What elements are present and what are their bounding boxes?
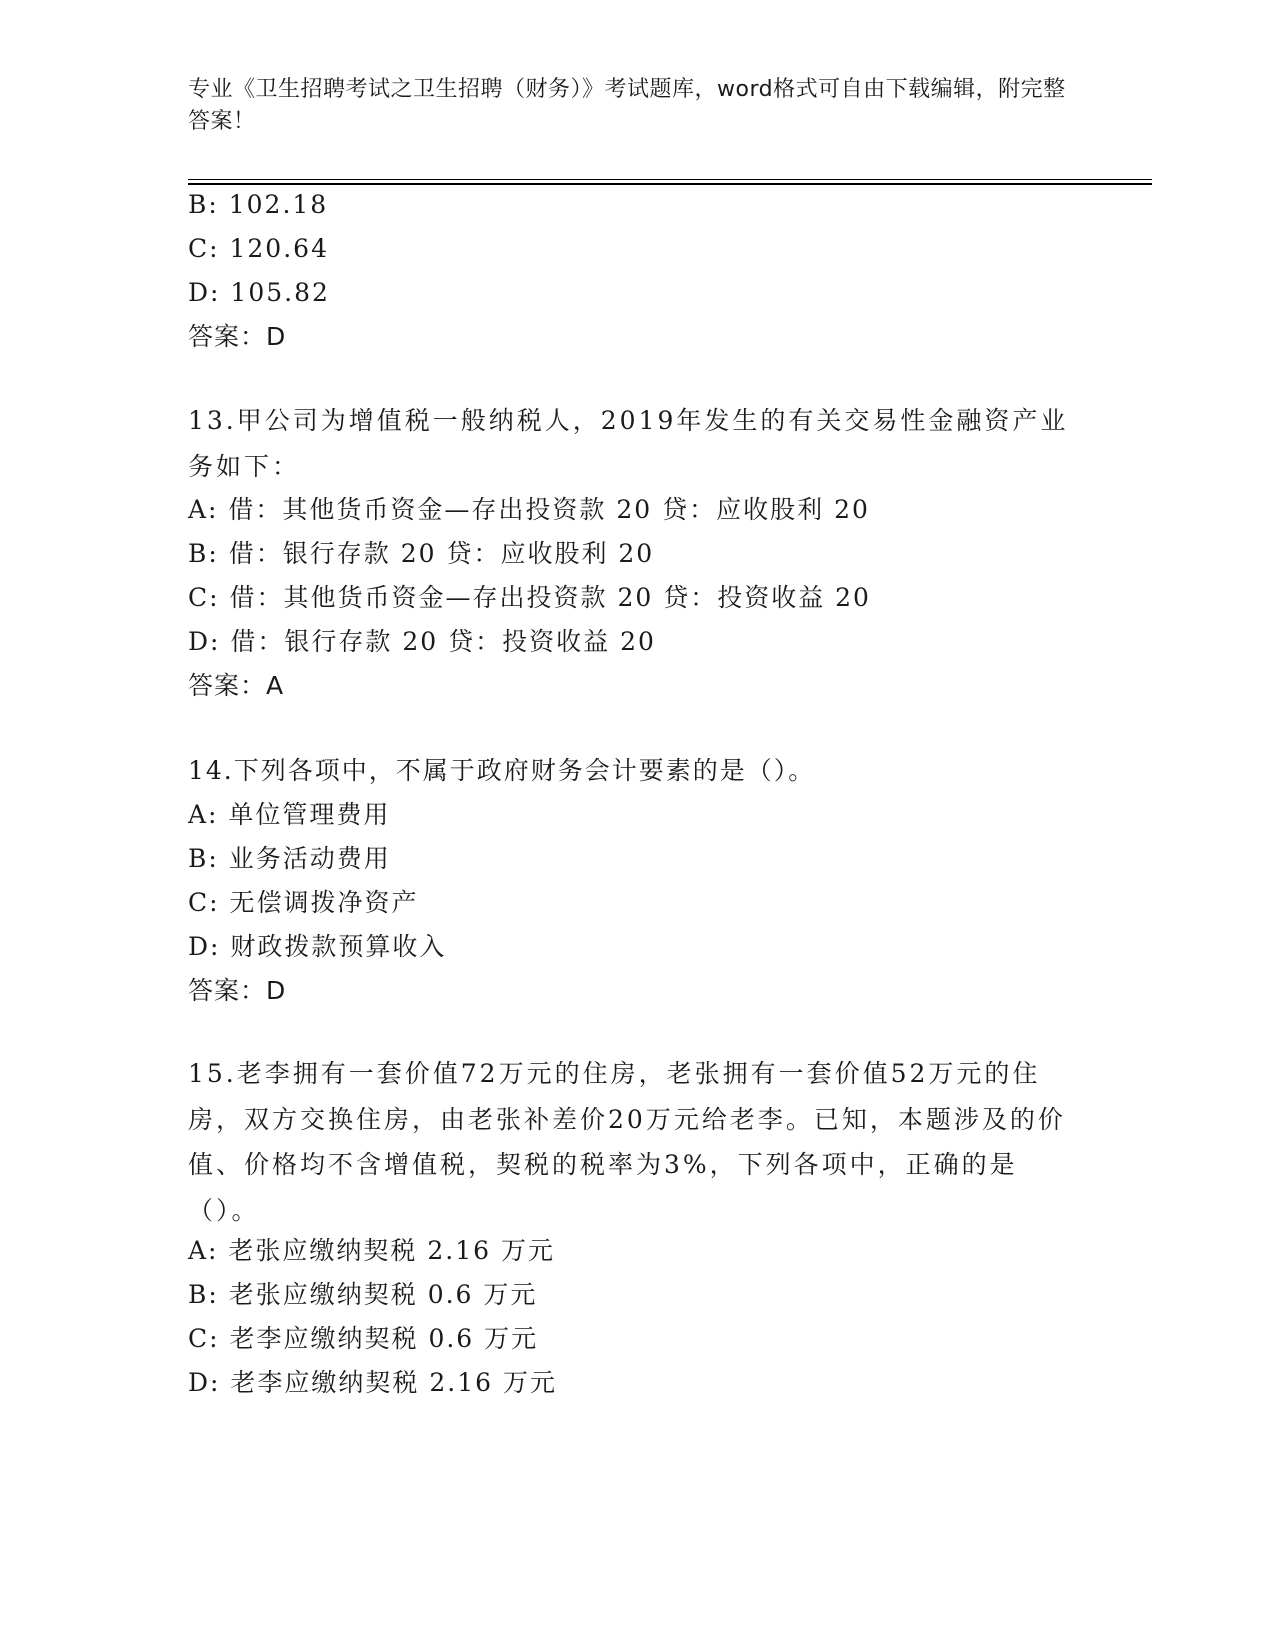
- question-14-text: 14.下列各项中，不属于政府财务会计要素的是（）。: [188, 756, 816, 785]
- answer-line: 答案：D: [188, 322, 287, 351]
- option-c: C: 借：其他货币资金—存出投资款 20 贷：投资收益 20: [188, 583, 871, 612]
- option-a: A: 单位管理费用: [188, 800, 391, 829]
- page-header: 专业《卫生招聘考试之卫生招聘（财务）》考试题库，word格式可自由下载编辑，附完整答案！: [188, 77, 1066, 134]
- option-b: B: 老张应缴纳契税 0.6 万元: [188, 1280, 538, 1309]
- option-d: D: 财政拨款预算收入: [188, 932, 447, 961]
- option-c: C: 老李应缴纳契税 0.6 万元: [188, 1324, 539, 1353]
- option-a: A: 借：其他货币资金—存出投资款 20 贷：应收股利 20: [188, 495, 870, 524]
- header-divider-thick: [188, 183, 1152, 185]
- answer-line: 答案：D: [188, 976, 287, 1005]
- option-d: D: 老李应缴纳契税 2.16 万元: [188, 1368, 557, 1397]
- option-c: C: 无偿调拨净资产: [188, 888, 419, 917]
- question-13-text: 13.甲公司为增值税一般纳税人，2019年发生的有关交易性金融资产业务如下：: [188, 406, 1069, 481]
- option-d: D: 借：银行存款 20 贷：投资收益 20: [188, 627, 656, 656]
- option-d: D: 105.82: [188, 278, 330, 307]
- option-b: B: 102.18: [188, 190, 329, 219]
- option-b: B: 借：银行存款 20 贷：应收股利 20: [188, 539, 655, 568]
- answer-line: 答案：A: [188, 671, 285, 700]
- option-b: B: 业务活动费用: [188, 844, 391, 873]
- option-c: C: 120.64: [188, 234, 329, 263]
- option-a: A: 老张应缴纳契税 2.16 万元: [188, 1236, 555, 1265]
- header-divider: [188, 179, 1152, 180]
- question-15-text: 15.老李拥有一套价值72万元的住房，老张拥有一套价值52万元的住房，双方交换住房，由老张补差价20万元给老李。已知，本题涉及的价值、价格均不含增值税，契税的税率为3%，下列各项中，正确的是（）。: [188, 1059, 1066, 1225]
